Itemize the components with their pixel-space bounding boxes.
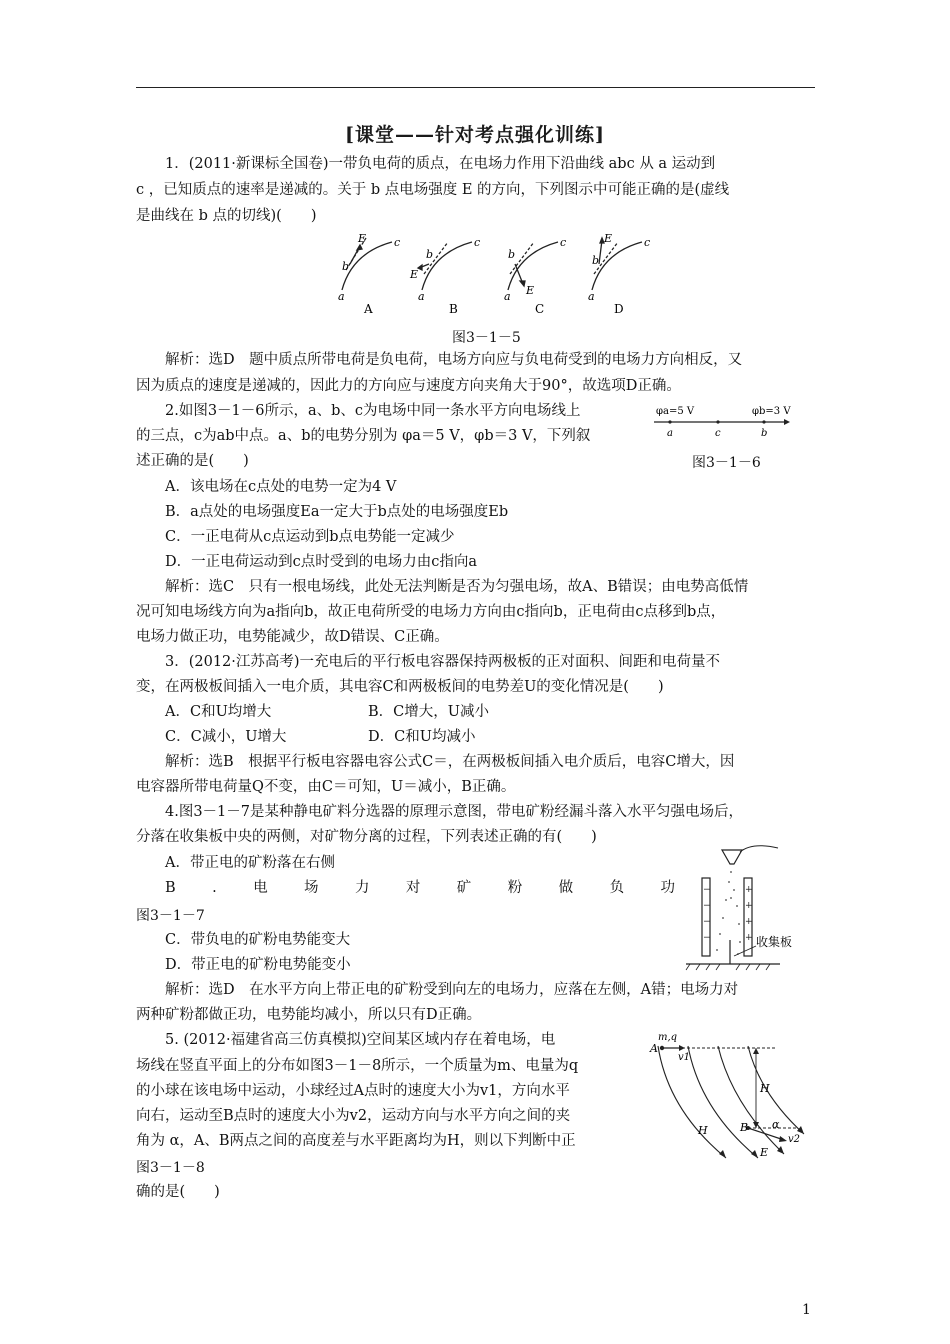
svg-text:+: + — [745, 885, 753, 895]
fig-label-d: D — [614, 302, 624, 316]
q4-option-b: B . 电 场 力 对 矿 粉 做 负 功 — [165, 880, 675, 896]
q4-analysis-line: 两种矿粉都做正功，电势能均减小，所以只有D正确。 — [136, 1007, 482, 1023]
svg-text:+: + — [745, 917, 753, 927]
point-a: a — [667, 428, 673, 439]
svg-text:c: c — [474, 236, 481, 249]
v1-label: v1 — [678, 1052, 691, 1063]
fig-option-d — [592, 238, 642, 290]
point-a-label: A — [650, 1042, 658, 1055]
q2-option-a: A．该电场在c点处的电势一定为4 V — [165, 479, 397, 495]
svg-text:c: c — [394, 236, 401, 249]
phi-b-label: φb=3 V — [752, 406, 791, 417]
q4-option-a: A．带正电的矿粉落在右侧 — [165, 855, 335, 871]
q2-line: 2.如图3－1－6所示，a、b、c为电场中同一条水平方向电场线上 — [165, 403, 581, 419]
h-horizontal-label: H — [698, 1124, 708, 1137]
q5-line: 5. (2012·福建省高三仿真模拟)空间某区域内存在着电场，电 — [165, 1032, 556, 1048]
svg-text:b: b — [342, 260, 350, 273]
svg-text:−: − — [703, 885, 711, 895]
fig-label-c: C — [535, 302, 545, 316]
point-b-label: B — [740, 1121, 749, 1134]
q5-line: 确的是( ) — [136, 1184, 220, 1200]
svg-text:b: b — [426, 248, 434, 261]
svg-text:E: E — [604, 232, 613, 245]
q2-option-d: D．一正电荷运动到c点时受到的电场力由c指向a — [165, 554, 478, 570]
svg-text:−: − — [703, 901, 711, 911]
svg-text:a: a — [588, 290, 595, 303]
figure-3-1-5 — [330, 228, 660, 323]
svg-text:c: c — [644, 236, 651, 249]
q4-line: 4.图3－1－7是某种静电矿料分选器的原理示意图，带电矿粉经漏斗落入水平匀强电场后， — [165, 804, 744, 820]
point-c: c — [715, 428, 721, 439]
q3-analysis-line: 解析：选B 根据平行板电容器电容公式C＝，在两极板间插入电介质后，电容C增大，因 — [165, 754, 735, 770]
svg-text:+: + — [745, 933, 753, 943]
v2-label: v2 — [788, 1134, 801, 1145]
fig-label-a: A — [364, 302, 373, 316]
figure-3-1-7 — [682, 838, 817, 976]
svg-text:b: b — [508, 248, 516, 261]
svg-text:E: E — [526, 284, 535, 297]
q2-analysis-line: 况可知电场线方向为a指向b，故正电荷所受的电场力方向由c指向b，正电荷由c点移到b点， — [136, 604, 726, 620]
q5-line: 向右，运动至B点时的速度大小为v2，运动方向与水平方向之间的夹 — [136, 1108, 571, 1124]
q5-line: 角为 α，A、B两点之间的高度差与水平距离均为H，则以下判断中正 — [136, 1133, 576, 1149]
figure-caption: 图3－1－7 — [136, 908, 205, 924]
h-vertical-label: H — [760, 1082, 770, 1095]
q3-line: 3．(2012·江苏高考)一充电后的平行板电容器保持两极板的正对面积、间距和电荷量不 — [165, 654, 721, 670]
figure-caption: 图3－1－8 — [136, 1160, 205, 1176]
phi-a-label: φa=5 V — [656, 406, 695, 417]
svg-text:E: E — [358, 232, 367, 245]
q4-option-c: C．带负电的矿粉电势能变大 — [165, 932, 351, 948]
q3-option-b: B．C增大，U减小 — [368, 704, 489, 720]
svg-text:c: c — [560, 236, 567, 249]
q2-analysis-line: 解析：选C 只有一根电场线，此处无法判断是否为匀强电场，故A、B错误；由电势高低情 — [165, 579, 749, 595]
q1-analysis-line: 解析：选D 题中质点所带电荷是负电荷，电场方向应与负电荷受到的电场力方向相反，又 — [165, 352, 743, 368]
svg-text:a: a — [504, 290, 511, 303]
q4-line: 分落在收集板中央的两侧，对矿物分离的过程，下列表述正确的有( ) — [136, 829, 597, 845]
q1-line: 1．(2011·新课标全国卷)一带负电荷的质点，在电场力作用下沿曲线 abc 从 a 运动到 — [165, 156, 716, 172]
svg-text:b: b — [592, 254, 600, 267]
q1-analysis-line: 因为质点的速度是递减的，因此力的方向应与速度方向夹角大于90°，故选项D正确。 — [136, 378, 681, 394]
section-title: [课堂——针对考点强化训练] — [345, 124, 605, 146]
q5-line: 的小球在该电场中运动，小球经过A点时的速度大小为v1，方向水平 — [136, 1083, 570, 1099]
mq-label: m,q — [658, 1032, 678, 1043]
svg-text:E: E — [410, 268, 419, 281]
q3-analysis-line: 电容器所带电荷量Q不变，由C＝可知，U＝减小，B正确。 — [136, 779, 516, 795]
fig-label-b: B — [449, 302, 458, 316]
q3-line: 变，在两极板间插入一电介质，其电容C和两极板间的电势差U的变化情况是( ) — [136, 679, 664, 695]
svg-text:+: + — [745, 901, 753, 911]
alpha-label: α — [772, 1118, 780, 1131]
q1-line: c ，已知质点的速率是递减的。关于 b 点电场强度 E 的方向，下列图示中可能正确的是(虚线 — [136, 182, 730, 198]
q2-line: 的三点，c为ab中点。a、b的电势分别为 φa＝5 V，φb＝3 V，下列叙 — [136, 428, 591, 444]
q4-analysis-line: 解析：选D 在水平方向上带正电的矿粉受到向左的电场力，应落在左侧，A错；电场力对 — [165, 982, 739, 998]
q3-option-d: D．C和U均减小 — [368, 729, 476, 745]
q5-line: 场线在竖直平面上的分布如图3－1－8所示，一个质量为m、电量为q — [136, 1058, 579, 1074]
page-number: 1 — [802, 1302, 811, 1318]
q4-option-d: D．带正电的矿粉电势能变小 — [165, 957, 351, 973]
q3-option-a: A．C和U均增大 — [165, 704, 272, 720]
svg-text:a: a — [418, 290, 425, 303]
e-label: E — [760, 1146, 769, 1159]
q2-option-b: B．a点处的电场强度Ea一定大于b点处的电场强度Eb — [165, 504, 509, 520]
fig-option-c — [508, 242, 558, 290]
collector-label: 收集板 — [756, 935, 793, 949]
fig-option-a — [342, 238, 392, 290]
top-rule — [136, 87, 815, 88]
q1-line: 是曲线在 b 点的切线)( ) — [136, 208, 317, 224]
figure-3-1-6 — [648, 402, 798, 442]
svg-text:−: − — [703, 933, 711, 943]
point-b: b — [761, 428, 768, 439]
svg-text:a: a — [338, 290, 345, 303]
q2-line: 述正确的是( ) — [136, 453, 249, 469]
figure-3-1-8 — [648, 1030, 818, 1164]
q2-option-c: C．一正电荷从c点运动到b点电势能一定减少 — [165, 529, 455, 545]
q2-analysis-line: 电场力做正功，电势能减少，故D错误、C正确。 — [136, 629, 449, 645]
figure-caption: 图3－1－5 — [452, 330, 521, 346]
q3-option-c: C．C减小，U增大 — [165, 729, 287, 745]
svg-text:−: − — [703, 917, 711, 927]
figure-caption: 图3－1－6 — [692, 455, 761, 471]
